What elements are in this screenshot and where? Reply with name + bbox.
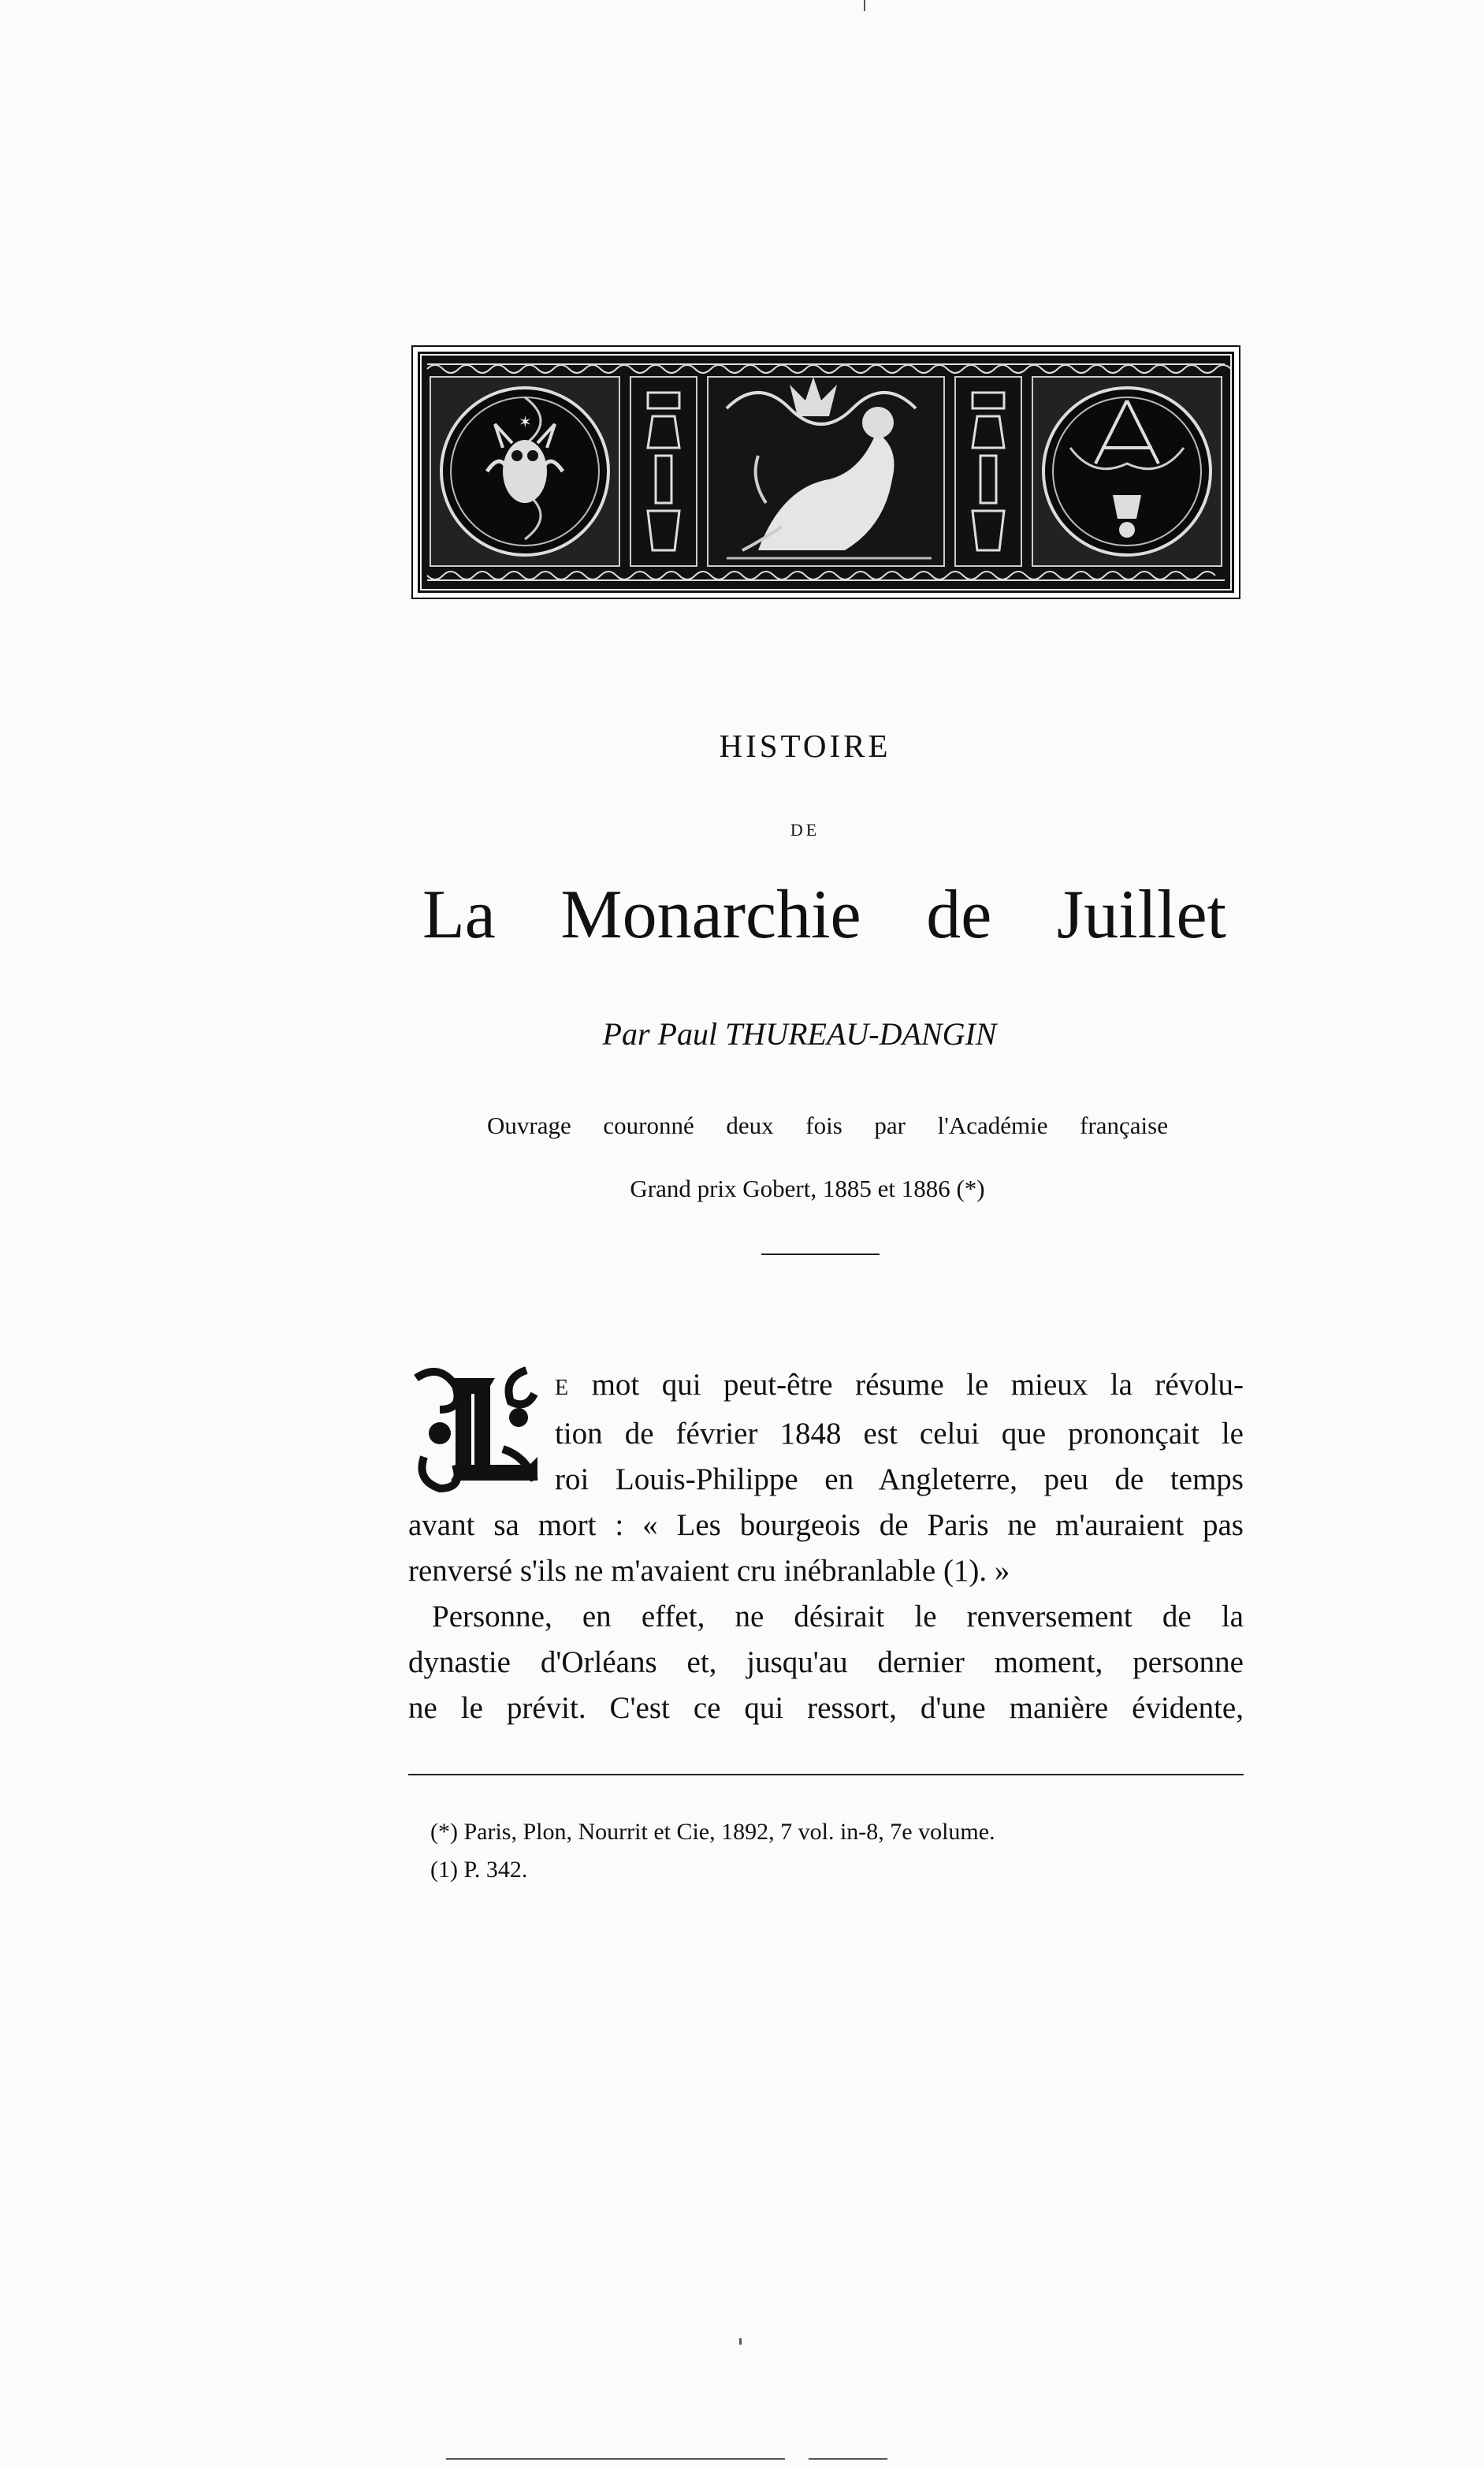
footnote-divider: [408, 1774, 1244, 1775]
title-de: DE: [790, 820, 820, 840]
body-text: [408, 1362, 1244, 1731]
body-line: renversé s'ils ne m'avaient cru inébranlable (1). »: [408, 1554, 1010, 1588]
scan-mark: [864, 0, 865, 11]
scan-mark: [446, 2458, 785, 2460]
footnote: (1) P. 342.: [430, 1857, 528, 1883]
svg-text:✶: ✶: [519, 414, 532, 431]
prize-line: Grand prix Gobert, 1885 et 1886 (*): [630, 1175, 985, 1202]
main-title: [422, 875, 1226, 955]
main-title-word: Monarchie: [560, 877, 861, 953]
scan-mark: [739, 2338, 742, 2345]
main-title-word: Juillet: [1056, 877, 1226, 953]
body-line: tion de février 1848 est celui que prononçait le: [555, 1417, 1244, 1451]
main-title-word: La: [422, 877, 496, 953]
smallcaps-initial: E: [555, 1376, 570, 1400]
body-line: avant sa mort : « Les bourgeois de Paris ne m'auraient pas: [408, 1508, 1244, 1542]
body-line: roi Louis-Philippe en Angleterre, peu de temps: [555, 1462, 1244, 1496]
author-line: Par Paul THUREAU-DANGIN: [602, 1016, 997, 1052]
main-title-word: de: [926, 877, 992, 953]
award-line: Ouvrage couronné deux fois par l'Académie française: [487, 1112, 1168, 1139]
body-line: mot qui peut-être résume le mieux la révolu-: [569, 1368, 1244, 1402]
ornamental-dropcap: [408, 1362, 547, 1501]
title-divider: [761, 1253, 880, 1255]
ornamental-headpiece: [411, 345, 1240, 599]
body-line: dynastie d'Orléans et, jusqu'au dernier moment, personne: [408, 1645, 1244, 1679]
body-line: ne le prévit. C'est ce qui ressort, d'une manière évidente,: [408, 1691, 1244, 1725]
footnote: (*) Paris, Plon, Nourrit et Cie, 1892, 7 vol. in-8, 7e volume.: [430, 1819, 995, 1845]
scan-mark: [809, 2458, 887, 2460]
footnotes: [430, 1813, 1218, 1889]
title-histoire: HISTOIRE: [719, 728, 891, 764]
body-line: Personne, en effet, ne désirait le renversement de la: [432, 1600, 1244, 1633]
